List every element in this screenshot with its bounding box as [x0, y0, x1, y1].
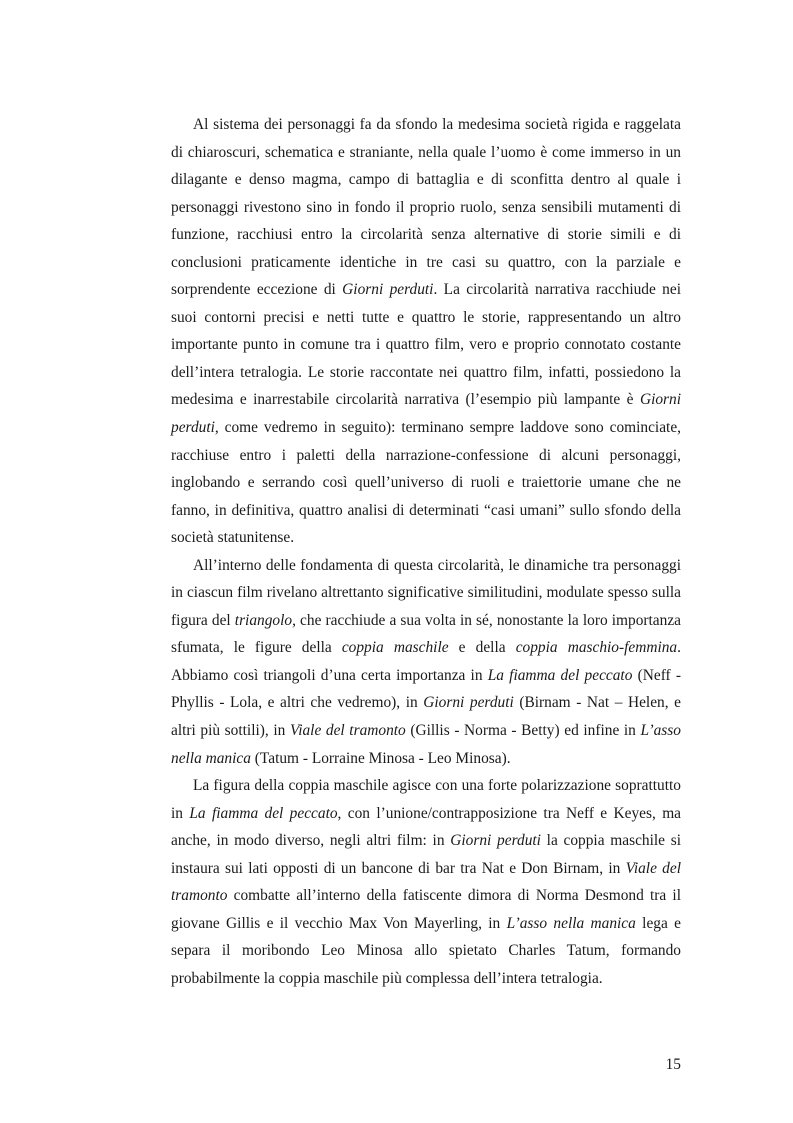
text-run: All’interno delle fondamenta di questa circolarità, le dinamiche tra personaggi in ciascun film rivelano altrettanto significative similitudini, modulate spesso sulla figura del: [171, 556, 681, 629]
film-title: L’asso nella manica: [171, 722, 681, 767]
text-run: (Gillis - Norma - Betty) ed infine in: [405, 722, 641, 740]
text-run: , che racchiude a sua volta in sé, nonostante la loro importanza sfumata, le figure della: [171, 611, 681, 657]
film-title: La fiamma del peccato: [487, 666, 633, 684]
text-run: , con l’unione/contrapposizione tra Neff e Keyes, ma anche, in modo diverso, negli altri film: in: [171, 804, 681, 850]
emphasis: triangolo: [234, 611, 293, 629]
film-title: Giorni perduti: [342, 281, 434, 299]
body-text: [171, 111, 681, 993]
text-run: Al sistema dei personaggi fa da sfondo la medesima società rigida e raggelata di chiaroscuri, schematica e straniante, nella quale l’uomo è come immerso in un dilagante e denso magma, campo di battaglia e di sconfitta dentro al quale i personaggi rivestono sino in fondo il proprio ruolo, senza sensibili mutamenti di funzione, racchiusi entro la circolarità senza alternative di storie simili e di conclusioni praticamente identiche in tre casi su quattro, con la parziale e sorprendente eccezione di: [171, 116, 681, 299]
text-run: lega e separa il moribondo Leo Minosa allo spietato Charles Tatum, formando probabilmente la coppia maschile più complessa dell’intera tetralogia.: [171, 914, 681, 987]
paragraph: [171, 552, 681, 772]
page-number: 15: [665, 1056, 681, 1073]
paragraph: [171, 772, 681, 992]
film-title: Giorni perduti: [423, 694, 514, 712]
text-run: la coppia maschile si instaura sui lati opposti di un bancone di bar tra Nat e Don Birnam, in: [171, 832, 681, 877]
text-run: . La circolarità narrativa racchiude nei suoi contorni precisi e netti tutte e quattro le storie, rappresentando un altro importante punto in comune tra i quattro film, vero e proprio connotato costante dell’intera tetralogia. Le storie raccontate nei quattro film, infatti, possiedono la medesima e inarrestabile circolarità narrativa (l’esempio più lampante è: [171, 281, 681, 409]
film-title: L’asso nella manica: [506, 914, 636, 932]
film-title: Giorni perduti: [171, 391, 681, 437]
emphasis: coppia maschile: [341, 639, 449, 657]
text-run: , come vedremo in seguito): terminano sempre laddove sono cominciate, racchiuse entro i paletti della narrazione-confessione di alcuni personaggi, inglobando e serrando così quell’universo di ruoli e traiettorie umane che ne fanno, in definitiva, quattro analisi di determinati “casi umani” sullo sfondo della società statunitense.: [171, 419, 681, 547]
film-title: Viale del tramonto: [289, 722, 406, 740]
paragraph: [171, 111, 681, 552]
text-run: (Tatum - Lorraine Minosa - Leo Minosa).: [250, 749, 511, 767]
text-run: combatte all’interno della fatiscente dimora di Norma Desmond tra il giovane Gillis e il vecchio Max Von Mayerling, in: [171, 887, 681, 932]
text-run: e della: [448, 639, 516, 657]
film-title: Giorni perduti: [450, 832, 541, 850]
text-run: (Neff - Phyllis - Lola, e altri che vedremo), in: [171, 666, 681, 712]
emphasis: coppia maschio-femmina: [515, 639, 678, 657]
text-run: La figura della coppia maschile agisce con una forte polarizzazione soprattutto in: [171, 777, 681, 822]
text-run: . Abbiamo così triangoli d’una certa importanza in: [171, 639, 681, 684]
text-run: (Birnam - Nat – Helen, e altri più sottili), in: [171, 694, 681, 740]
film-title: La fiamma del peccato: [189, 804, 338, 822]
film-title: Viale del tramonto: [171, 859, 681, 905]
